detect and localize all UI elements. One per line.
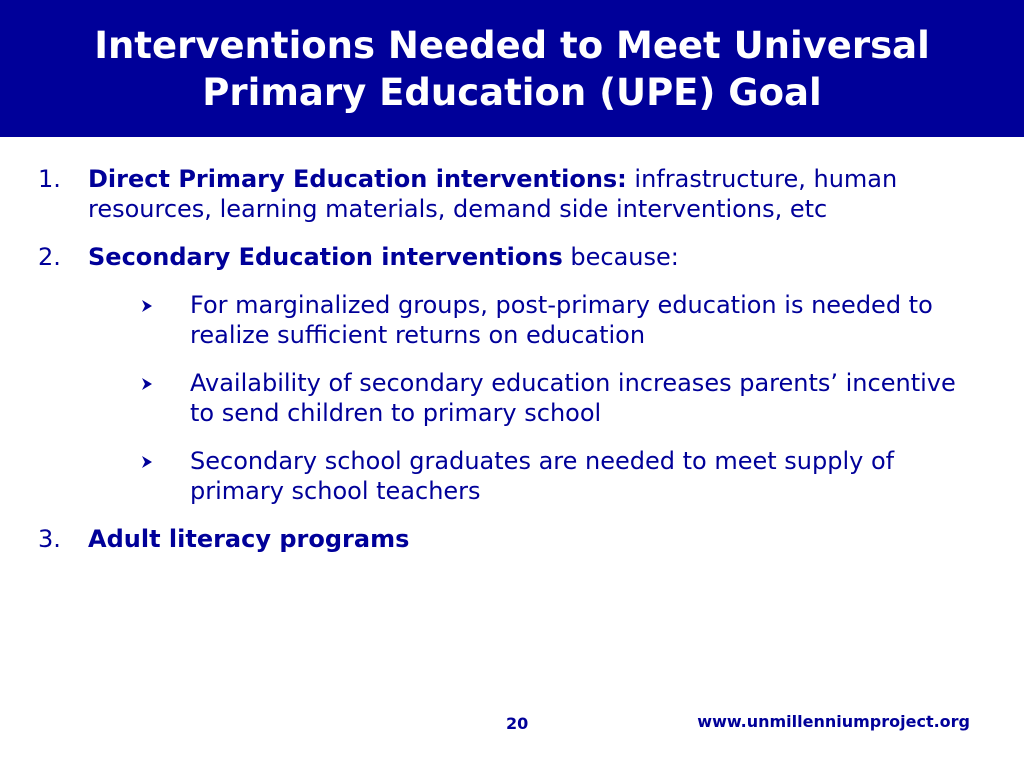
list-number: 1.	[38, 165, 61, 193]
list-item-heading: Direct Primary Education interventions:	[88, 165, 627, 193]
arrow-bullet-icon	[140, 299, 154, 313]
slide-body	[0, 164, 1024, 554]
sub-item-text: For marginalized groups, post-primary education is needed to realize sufficient returns on education	[190, 291, 933, 349]
list-item-heading: Secondary Education interventions	[88, 243, 563, 271]
title-bar	[0, 0, 1024, 137]
slide-title-line-2: Primary Education (UPE) Goal	[202, 70, 822, 114]
list-item-direct-primary	[0, 164, 958, 224]
sub-item-marginalized	[0, 290, 970, 350]
list-item-text: because:	[562, 243, 679, 271]
sub-item-availability	[0, 368, 970, 428]
list-item-adult-literacy	[0, 524, 958, 554]
sub-item-graduates	[0, 446, 970, 506]
sub-item-text: Availability of secondary education increases parents’ incentive to send children to primary school	[190, 369, 956, 427]
list-item-text: infrastructure, human resources, learning materials, demand side interventions, etc	[88, 165, 898, 223]
list-number: 2.	[38, 243, 61, 271]
arrow-bullet-icon	[140, 455, 154, 469]
list-number: 3.	[38, 525, 61, 553]
footer-url: www.unmillenniumproject.org	[697, 712, 970, 731]
arrow-bullet-icon	[140, 377, 154, 391]
list-item-secondary	[0, 242, 958, 272]
slide-title-line-1: Interventions Needed to Meet Universal	[94, 23, 930, 67]
sub-item-text: Secondary school graduates are needed to meet supply of primary school teachers	[190, 447, 895, 505]
page-number: 20	[506, 714, 529, 733]
list-item-heading: Adult literacy programs	[88, 525, 410, 553]
